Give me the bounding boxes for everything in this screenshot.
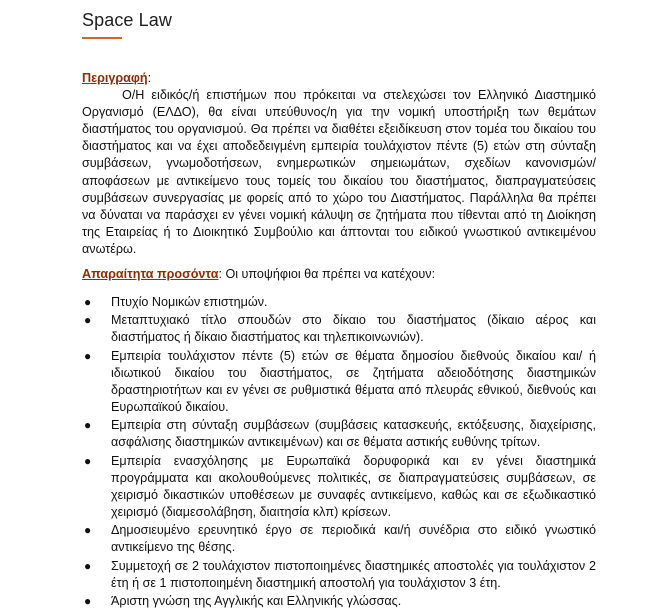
list-item: [82, 453, 596, 521]
list-item: [82, 312, 596, 346]
bullet-icon: ●: [84, 558, 92, 573]
bullet-icon: ●: [84, 523, 92, 538]
list-item-text: Συμμετοχή σε 2 τουλάχιστον πιστοποιημένες διαστημικές αποστολές για τουλάχιστον 2 έτη ή σε 1 πιστοποιημένη διαστημική αποστολή για τουλάχιστον 3 έτη.: [111, 558, 596, 590]
list-item: [82, 417, 596, 451]
bullet-icon: ●: [84, 453, 92, 468]
requirements-label: Απαραίτητα προσόντα: [82, 267, 219, 281]
description-label: Περιγραφή: [82, 71, 148, 85]
list-item: [82, 558, 596, 592]
bullet-icon: ●: [84, 418, 92, 433]
bullet-icon: ●: [84, 295, 92, 309]
document-title: Space Law: [82, 10, 172, 30]
description-section: [82, 70, 596, 258]
requirements-intro: Οι υποψήφιοι θα πρέπει να κατέχουν:: [225, 267, 436, 281]
list-item-text: Εμπειρία ενασχόλησης με Ευρωπαϊκά δορυφορικά και εν γένει διαστημικά προγράμματα και ακολουθούμενες πολιτικές, σε διαπραγματεύσεις συμβάσεων, σε χειρισμό δικαστικών υποθέσεων με συναφές αντικείμενο, καθώς και σε εξωδικαστικό χειρισμό (διαμεσολάβηση, διαιτησία κλπ) κρίσεων.: [111, 453, 596, 519]
list-item-text: Εμπειρία τουλάχιστον πέντε (5) ετών σε θέματα δημοσίου διεθνούς δικαίου και/ ή ιδιωτικού δικαίου του διαστήματος, σε ζητήματα αδειοδότησης διαστημικών δραστηριοτήτων και εν γένει σε ρυθμιστικά θέματα από πλευράς εθνικού, διεθνούς και Ευρωπαϊκού δικαίου.: [111, 348, 596, 414]
list-item-text: Δημοσιευμένο ερευνητικό έργο σε περιοδικά και/ή συνέδρια στο ειδικό γνωστικό αντικείμενο της θέσης.: [111, 523, 596, 555]
list-item-text: Πτυχίο Νομικών επιστημών.: [111, 295, 268, 309]
list-item: [82, 294, 596, 311]
bullet-icon: ●: [84, 593, 92, 608]
title-underline: [82, 37, 122, 39]
description-heading-line: [82, 70, 596, 87]
list-item-text: Εμπειρία στη σύνταξη συμβάσεων (συμβάσεις κατασκευής, εκτόξευσης, διαχείρισης, ασφάλισης διαστημικών αντικειμένων) και σε θέματα αστικής ευθύνης τρίτων.: [111, 418, 596, 450]
list-item: [82, 522, 596, 556]
requirements-heading: [82, 266, 596, 283]
requirements-colon: :: [218, 267, 226, 281]
description-text: Ο/Η ειδικός/ή επιστήμων που πρόκειται να στελεχώσει τον Ελληνικό Διαστημικό Οργανισμό (ΕΛΔΟ), θα είναι υπεύθυνος/η για την νομική υποστήριξη των θεμάτων διαστήματος του οργανισμού. Θα πρέπει να διαθέτει εξειδίκευση στον τομέα του δικαίου του διαστήματος και να έχει αποδεδειγμένη εμπειρία τουλάχιστον πέντε (5) ετών στη σύνταξη συμβάσεων, γνωμοδοτήσεων, ενημερωτικών σημειωμάτων, σχεδίων κανονισμών/αποφάσεων με αντικείμενο τους τομείς του δικαίου του διαστήματος, διαπραγματεύσεις συμβάσεων συνεργασίας με φορείς από το χώρο του Διαστήματος. Παράλληλα θα πρέπει να δύναται να παράσχει εν γένει νομική κάλυψη σε ζητήματα που τίθενται από τη Διοίκηση της Εταιρείας ή το Διοικητικό Συμβούλιο και άπτονται του ειδικού γνωστικού αντικειμένου ανωτέρω.: [82, 88, 596, 256]
list-item: [82, 348, 596, 416]
list-item-text: Μεταπτυχιακό τίτλο σπουδών στο δίκαιο του διαστήματος (δίκαιο αέρος και διαστήματος ή δίκαιο διαστήματος και τηλεπικοινωνιών).: [111, 313, 596, 345]
requirements-list: [82, 294, 596, 611]
bullet-icon: ●: [84, 313, 92, 328]
bullet-icon: ●: [84, 348, 92, 363]
description-colon: :: [147, 71, 152, 85]
list-item-text: Άριστη γνώση της Αγγλικής και Ελληνικής γλώσσας.: [111, 593, 402, 608]
list-item: [82, 593, 596, 610]
